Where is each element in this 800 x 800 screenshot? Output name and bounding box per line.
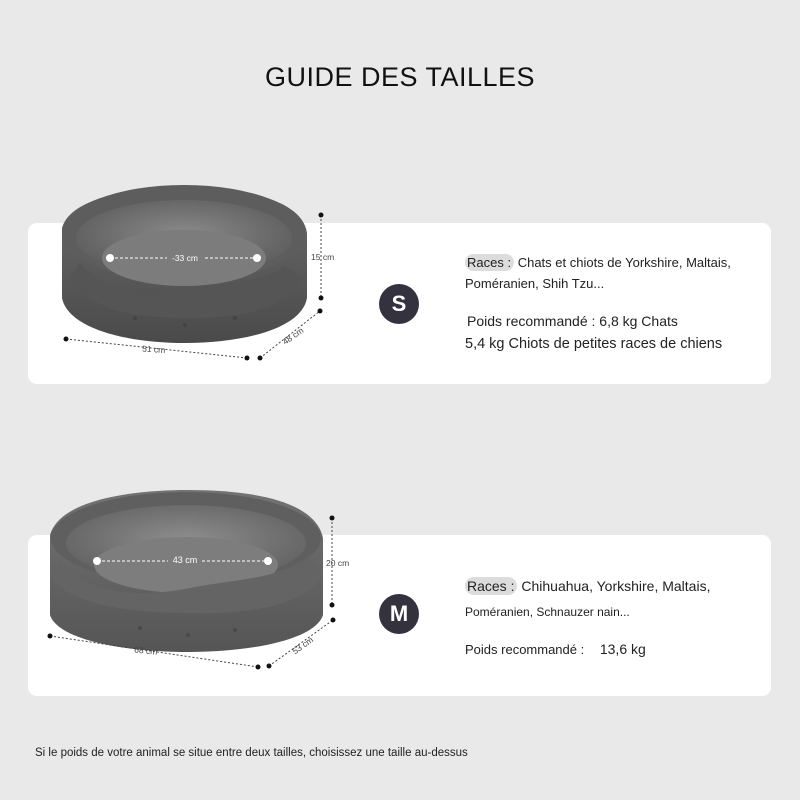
weight-m [465, 641, 646, 657]
weight-line2-s: 5,4 kg Chiots de petites races de chiens [465, 336, 723, 352]
dimension-height-m: 20 cm [326, 558, 350, 568]
races-line2-m: Poméranien, Schnauzer nain... [465, 605, 630, 619]
races-s [465, 255, 731, 270]
races-line1-s: Chats et chiots de Yorkshire, Maltais, [517, 255, 731, 270]
dimension-inner-s: -33 cm [172, 253, 198, 263]
dimension-height-s: 15 cm [311, 252, 335, 262]
pet-bed-image-m [40, 480, 360, 680]
size-badge-s: S [379, 284, 419, 324]
dimension-width-s: 51 cm [141, 343, 166, 356]
races-label-m: Races : [465, 577, 517, 595]
weight-value-m: 13,6 kg [599, 641, 646, 657]
weight-label-s: Poids recommandé : 6,8 kg Chats [467, 313, 678, 329]
races-line1-m: Chihuahua, Yorkshire, Maltais, [521, 578, 711, 594]
dimension-inner-m: 43 cm [172, 555, 198, 565]
size-badge-m: M [379, 594, 419, 634]
races-line2-s: Poméranien, Shih Tzu... [465, 276, 605, 291]
races-m [465, 578, 710, 594]
dimension-width-m: 68 cm [133, 644, 158, 657]
footer-note: Si le poids de votre animal se situe entre deux tailles, choisissez une taille au-dessus [35, 747, 468, 759]
dimension-depth-s: 48 cm [280, 325, 306, 347]
dimension-depth-m: 53 cm [290, 634, 316, 657]
weight-label-m: Poids recommandé : [465, 642, 585, 657]
races-label-s: Races : [465, 254, 514, 271]
pet-bed-image-s [40, 178, 360, 368]
page-title: GUIDE DES TAILLES [264, 62, 536, 92]
